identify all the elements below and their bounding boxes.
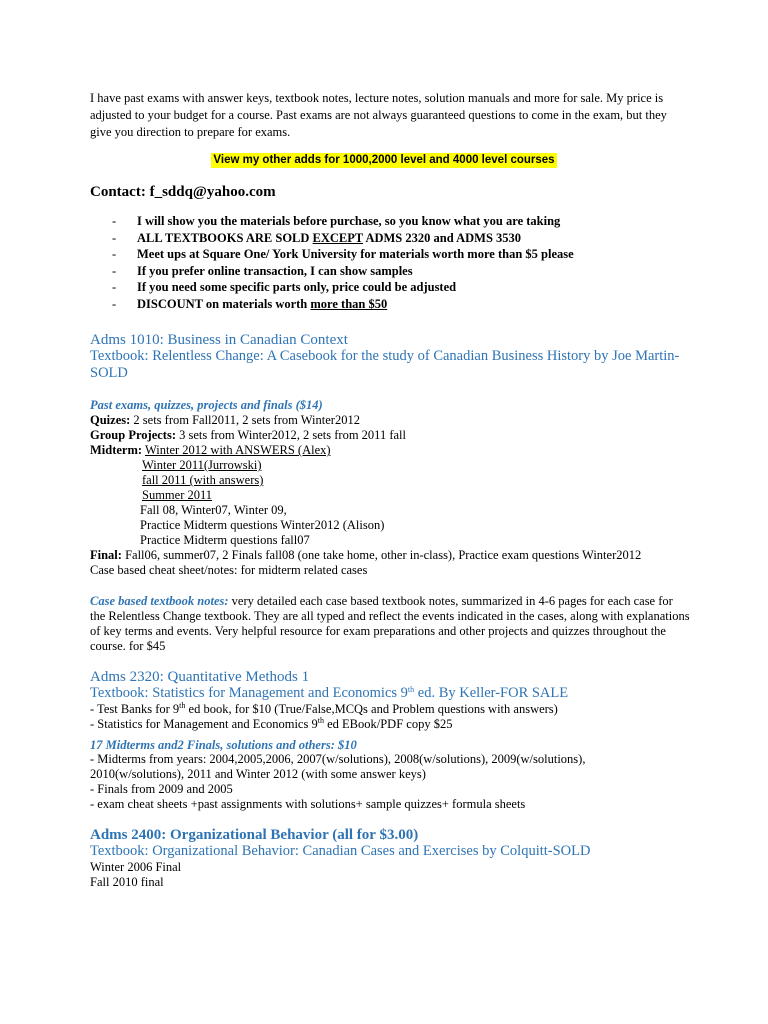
list-item: - Midterms from years: 2004,2005,2006, 2007(w/solutions), 2008(w/solutions), 2009(w/solutions),	[90, 752, 586, 766]
list-item: - Finals from 2009 and 2005	[90, 782, 233, 796]
list-item: - If you need some specific parts only, price could be adjusted	[112, 280, 457, 295]
adms2320-midterms-title: 17 Midterms and2 Finals, solutions and others: $10	[90, 738, 357, 752]
case-notes-paragraph: Case based textbook notes: very detailed each case based textbook notes, summarized in 4-6 pages for each case for the Relentless Change textbook. They are all typed and reflect the events indicated in the cases, along with explanations of key terms and events. Very helpful resource for exam preparations and other projects and quizzes throughout the course. for $45	[90, 594, 690, 653]
group-projects-line: Group Projects: 3 sets from Winter2012, 2 sets from 2011 fall	[90, 428, 407, 442]
terms-list	[112, 213, 672, 313]
highlight-line	[0, 152, 768, 168]
list-item: Fall 2010 final	[90, 875, 164, 889]
midterm-line: fall 2011 (with answers)	[142, 473, 264, 487]
adms1010-heading: Adms 1010: Business in Canadian Context	[90, 332, 348, 348]
list-item: - DISCOUNT on materials worth more than $50	[112, 296, 388, 311]
intro-paragraph: I have past exams with answer keys, textbook notes, lecture notes, solution manuals and more for sale. My price is adjusted to your budget for a course. Past exams are not always guaranteed questions to come in the exam, but they give you direction to prepare for exams.	[90, 91, 667, 139]
adms2400-textbook: Textbook: Organizational Behavior: Canadian Cases and Exercises by Colquitt-SOLD	[90, 843, 591, 859]
adms2400-heading: Adms 2400: Organizational Behavior (all for $3.00)	[90, 827, 419, 843]
midterm-line: Summer 2011	[142, 488, 213, 502]
adms2320-items	[90, 702, 690, 732]
cheat-sheet-line: Case based cheat sheet/notes: for midterm related cases	[90, 563, 368, 577]
adms2320-midterm-items	[90, 752, 690, 812]
midterm-line: Winter 2011(Jurrowski)	[142, 458, 262, 472]
highlight-notice: View my other adds for 1000,2000 level and 4000 level courses	[213, 154, 555, 166]
final-line: Final: Fall06, summer07, 2 Finals fall08 (one take home, other in-class), Practice exam questions Winter2012	[90, 548, 642, 562]
adms1010-textbook: Textbook: Relentless Change: A Casebook for the study of Canadian Business History by Joe Martin-SOLD	[90, 348, 680, 381]
adms1010-past-exams-title: Past exams, quizzes, projects and finals ($14)	[90, 398, 323, 412]
quizzes-line: Quizes: 2 sets from Fall2011, 2 sets from Winter2012	[90, 413, 360, 427]
adms2320-heading: Adms 2320: Quantitative Methods 1	[90, 669, 310, 685]
list-item: - Meet ups at Square One/ York University for materials worth more than $5 please	[112, 247, 574, 262]
adms2400-items	[90, 860, 690, 890]
list-item: - ALL TEXTBOOKS ARE SOLD EXCEPT ADMS 2320 and ADMS 3530	[112, 230, 522, 245]
midterm-line: Practice Midterm questions Winter2012 (Alison)	[140, 518, 385, 532]
list-item: - I will show you the materials before purchase, so you know what you are taking	[112, 214, 561, 228]
midterm-line: Practice Midterm questions fall07	[140, 533, 310, 547]
contact-line: Contact: f_sddq@yahoo.com	[90, 184, 276, 200]
midterm-line: Midterm: Winter 2012 with ANSWERS (Alex)	[90, 443, 331, 457]
list-item: Winter 2006 Final	[90, 860, 182, 874]
midterm-line: Fall 08, Winter07, Winter 09,	[140, 503, 287, 517]
list-item: - exam cheat sheets +past assignments with solutions+ sample quizzes+ formula sheets	[90, 797, 526, 811]
list-item: - Test Banks for 9th ed book, for $10 (True/False,MCQs and Problem questions with answers)	[90, 701, 558, 716]
list-item: - If you prefer online transaction, I can show samples	[112, 263, 413, 278]
list-item: - Statistics for Management and Economics 9th ed EBook/PDF copy $25	[90, 716, 453, 731]
adms2320-textbook: Textbook: Statistics for Management and Economics 9th ed. By Keller-FOR SALE	[90, 685, 569, 701]
list-item: 2010(w/solutions), 2011 and Winter 2012 (with some answer keys)	[90, 767, 426, 781]
adms1010-items	[90, 413, 690, 578]
